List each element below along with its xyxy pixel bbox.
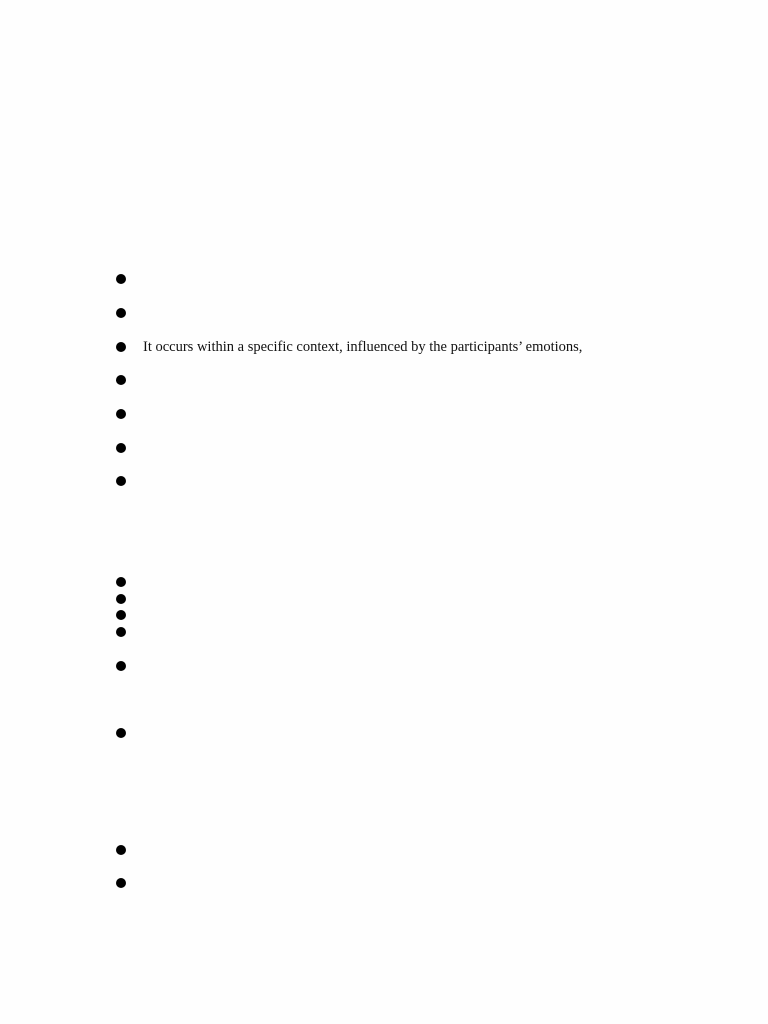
list-item [116, 606, 716, 624]
list-item [116, 270, 716, 288]
list-item [116, 724, 716, 742]
list-item [116, 304, 716, 322]
bullet-icon [116, 476, 126, 486]
bullet-icon [116, 845, 126, 855]
list-item [116, 472, 716, 490]
list-item [116, 573, 716, 591]
bullet-icon [116, 878, 126, 888]
list-item [116, 874, 716, 892]
bullet-icon [116, 375, 126, 385]
list-item-text: It occurs within a specific context, influenced by the participants’ emotions, [143, 339, 583, 355]
list-item [116, 623, 716, 641]
list-item [116, 841, 716, 859]
bullet-icon [116, 728, 126, 738]
bullet-icon [116, 627, 126, 637]
bullet-icon [116, 594, 126, 604]
list-item [116, 338, 716, 356]
bullet-icon [116, 409, 126, 419]
list-item [116, 439, 716, 457]
list-item [116, 405, 716, 423]
bullet-icon [116, 661, 126, 671]
bullet-icon [116, 610, 126, 620]
list-item [116, 371, 716, 389]
bullet-icon [116, 577, 126, 587]
bullet-icon [116, 308, 126, 318]
bullet-icon [116, 342, 126, 352]
bullet-icon [116, 443, 126, 453]
bullet-icon [116, 274, 126, 284]
list-item [116, 657, 716, 675]
